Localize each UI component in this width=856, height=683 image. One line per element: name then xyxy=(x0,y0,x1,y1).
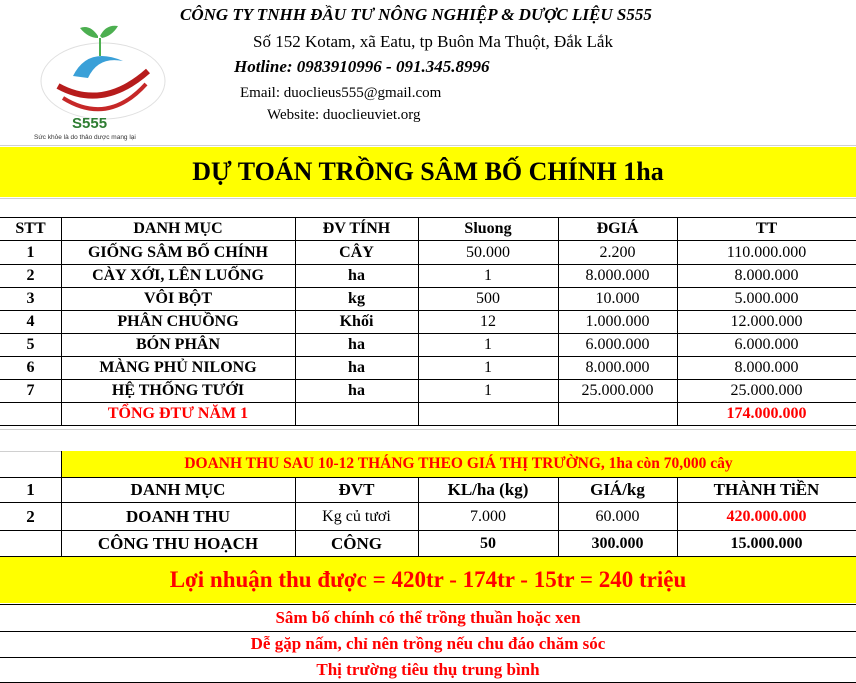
logo-slogan: Sức khỏe là do thảo dược mang lại xyxy=(34,134,136,141)
col-unit: ĐV TÍNH xyxy=(322,220,391,237)
page-title: DỰ TOÁN TRỒNG SÂM BỐ CHÍNH 1ha xyxy=(192,157,664,186)
revenue-header-unit: ĐVT xyxy=(338,480,375,499)
note-1: Sâm bố chính có thể trồng thuần hoặc xen xyxy=(275,608,581,627)
revenue-header-qty: KL/ha (kg) xyxy=(447,480,529,499)
total-value: 174.000.000 xyxy=(726,405,807,422)
revenue-header-no: 1 xyxy=(26,480,35,499)
note-3: Thị trường tiêu thụ trung bình xyxy=(316,660,540,679)
revenue-title: DOANH THU SAU 10-12 THÁNG THEO GIÁ THỊ TRƯỜNG, 1ha còn 70,000 cây xyxy=(184,455,733,472)
website: Website: duoclieuviet.org xyxy=(267,107,421,123)
revenue-header-item: DANH MỤC xyxy=(130,480,226,499)
col-qty: Sluong xyxy=(464,220,512,237)
col-stt: STT xyxy=(15,220,46,237)
col-price: ĐGIÁ xyxy=(596,220,639,237)
note-2: Dễ gặp nấm, chỉ nên trồng nếu chu đáo chăm sóc xyxy=(250,634,606,653)
hotline: Hotline: 0983910996 - 091.345.8996 xyxy=(234,57,490,76)
total-label: TỔNG ĐTƯ NĂM 1 xyxy=(107,405,249,422)
spreadsheet: S555 Sức khỏe là do thảo dược mang lại CÔNG TY TNHH ĐẦU TƯ NÔNG NGHIỆP & DƯỢC LIỆU S555 Số 152 Kotam, xã Eatu, tp Buôn Ma Thuột, Đắk Lắk Hotline: 0983910996 - 091.345.8996 Email: duoclieus555@gmail.com Website: duoclieuviet.org DỰ TOÁN TRỒNG SÂM BỐ CHÍNH 1ha STT DANH MỤC ĐV TÍNH Sluong ĐGIÁ TT 1 GIỐNG SÂM BỐ CHÍNH CÂY 50.000 2.200 110.000.000 2 CÀY XỚI, LÊN LUỐNG ha 1 8.000.000 8.000.000 3 VÔI BỘT kg 500 10.000 5.000.000 4 PHÂN CHUỒNG Khối 12 1.000.000 12.000.000 5 BÓN PHÂN ha 1 6.000.000 6.000.000 6 MÀNG PHỦ NILONG ha 1 8.000.000 8.000.000 7 HỆ THỐNG TƯỚI ha 1 25.000.000 25.000.000 TỔNG ĐTƯ NĂM 1 174.000.000 DOANH THU SAU 10-12 THÁNG THEO GIÁ THỊ TRƯỜNG, 1ha còn 70,000 cây 1 DANH MỤC ĐVT KL/ha (kg) GIÁ/kg THÀNH TiỀN 2 DOANH THU Kg củ tươi 7.000 60.000 420.000.000 CÔNG THU HOẠCH CÔNG 50 300.000 15.000.000 Lợi nhuận thu được = 420tr - 174tr - 15tr = 240 triệu Sâm bố chính có thể trồng thuần hoặc xen Dễ gặp nấm, chỉ nên trồng nếu chu đáo chăm sóc Thị trường tiêu thụ trung bình xyxy=(0,0,856,683)
company-address: Số 152 Kotam, xã Eatu, tp Buôn Ma Thuột, Đắk Lắk xyxy=(253,32,613,51)
company-name: CÔNG TY TNHH ĐẦU TƯ NÔNG NGHIỆP & DƯỢC LIỆU S555 xyxy=(180,5,652,24)
email: Email: duoclieus555@gmail.com xyxy=(240,85,442,101)
company-logo xyxy=(28,16,178,141)
logo-text: S555 xyxy=(72,115,108,132)
revenue-header-amount: THÀNH TiỀN xyxy=(713,480,820,499)
col-item: DANH MỤC xyxy=(133,220,223,237)
col-total: TT xyxy=(755,220,778,237)
revenue-header-price: GIÁ/kg xyxy=(590,480,645,499)
profit-summary: Lợi nhuận thu được = 420tr - 174tr - 15tr = 240 triệu xyxy=(169,567,687,592)
